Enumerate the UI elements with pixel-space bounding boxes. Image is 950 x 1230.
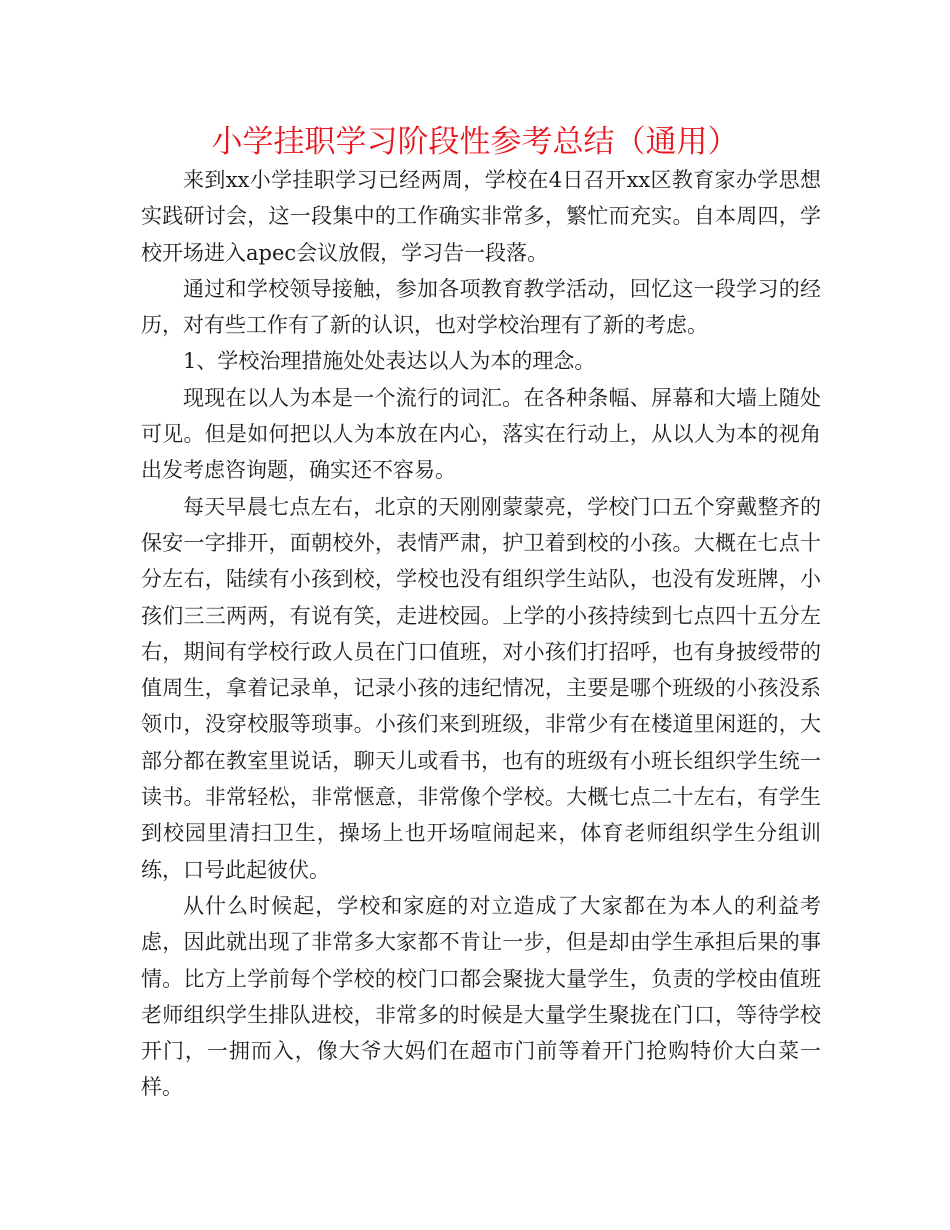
document-body bbox=[141, 162, 821, 1106]
paragraph-intro: 来到xx小学挂职学习已经两周，学校在4日召开xx区教育家办学思想实践研讨会，这一段集中的工作确实非常多，繁忙而充实。自本周四，学校开场进入apec会议放假，学习告一段落。 bbox=[141, 168, 821, 265]
paragraph-school-family: 从什么时候起，学校和家庭的对立造成了大家都在为本人的利益考虑，因此就出现了非常多大家都不肯让一步，但是却由学生承担后果的事情。比方上学前每个学校的校门口都会聚拢大量学生，负责的学校由值班老师组织学生排队进校，非常多的时候是大量学生聚拢在门口，等待学校开门，一拥而入，像大爷大妈们在超市门前等着开门抢购特价大白菜一样。 bbox=[141, 893, 821, 1100]
paragraph-people-oriented: 现现在以人为本是一个流行的词汇。在各种条幅、屏幕和大墙上随处可见。但是如何把以人为本放在内心，落实在行动上，从以人为本的视角出发考虑咨询题，确实还不容易。 bbox=[141, 385, 821, 483]
document-title: 小学挂职学习阶段性参考总结（通用） bbox=[211, 124, 739, 160]
paragraph-morning-routine: 每天早晨七点左右，北京的天刚刚蒙蒙亮，学校门口五个穿戴整齐的保安一字排开，面朝校外，表情严肃，护卫着到校的小孩。大概在七点十分左右，陆续有小孩到校，学校也没有组织学生站队，也没有发班牌，小孩们三三两两，有说有笑，走进校园。上学的小孩持续到七点四十五分左右，期间有学校行政人员在门口值班，对小孩们打招呼，也有身披绶带的值周生，拿着记录单，记录小孩的违纪情况，主要是哪个班级的小孩没系领巾，没穿校服等琐事。小孩们来到班级，非常少有在楼道里闲逛的，大部分都在教室里说话，聊天儿或看书，也有的班级有小班长组织学生统一读书。非常轻松，非常惬意，非常像个学校。大概七点二十左右，有学生到校园里清扫卫生，操场上也开场喧闹起来，体育老师组织学生分组训练，口号此起彼伏。 bbox=[141, 494, 821, 882]
section-heading-1: 1、学校治理措施处处表达以人为本的理念。 bbox=[183, 349, 596, 374]
paragraph-reflection: 通过和学校领导接触，参加各项教育教学活动，回忆这一段学习的经历，对有些工作有了新的认识，也对学校治理有了新的考虑。 bbox=[141, 276, 821, 338]
